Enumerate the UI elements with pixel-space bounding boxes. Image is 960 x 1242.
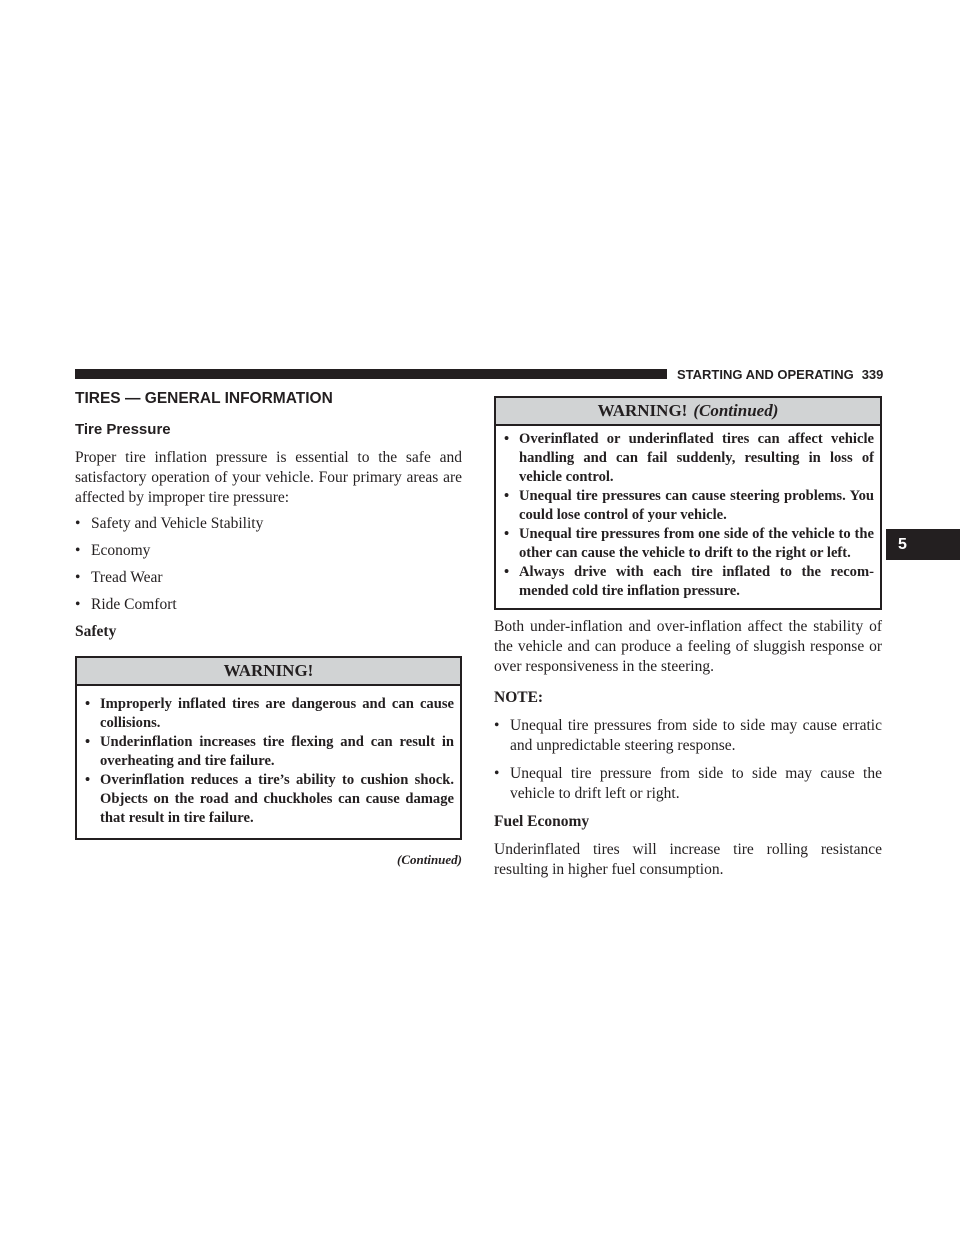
- note-item: • Unequal tire pressure from side to side may cause the vehicle to drift left or right.: [494, 764, 882, 804]
- warning-title: [77, 658, 460, 686]
- warning-box-continued: [494, 396, 882, 610]
- list-item: • Safety and Vehicle Stability: [75, 514, 462, 534]
- warning-item: • Overinflation reduces a tire’s ability to cushion shock. Objects on the road and chuckholes can cause damage that result in tire failure.: [85, 771, 454, 828]
- warning-item: • Underinflation increases tire flexing and can result in overheating and tire failure.: [85, 733, 454, 771]
- fuel-economy-heading: Fuel Economy: [494, 813, 590, 830]
- chapter-tab: 5: [886, 529, 960, 560]
- list-item: • Ride Comfort: [75, 595, 462, 615]
- safety-heading: Safety: [75, 623, 117, 640]
- warning-body: [77, 686, 460, 838]
- warning-item: • Improperly inflated tires are dangerous and can cause collisions.: [85, 695, 454, 733]
- warning-item: • Unequal tire pressures from one side of the vehicle to the other can cause the vehicle to drift to the right or left.: [504, 525, 874, 563]
- continued-label: (Continued): [396, 852, 462, 867]
- section-title: STARTING AND OPERATING: [677, 367, 854, 382]
- warning-body: [496, 426, 880, 608]
- subsection-heading: Tire Pressure: [75, 421, 171, 438]
- warning-item: • Overinflated or underinflated tires can affect vehicle handling and can fail suddenly, resulting in loss of vehicle control.: [504, 430, 874, 487]
- warning-title: [496, 398, 880, 426]
- header-rule: [75, 369, 667, 379]
- warning-item: • Always drive with each tire inflated to the recom-mended cold tire inflation pressure.: [504, 563, 874, 601]
- right-column: [494, 396, 882, 880]
- warning-list: [504, 430, 874, 601]
- warning-title-text: WARNING!: [223, 661, 314, 680]
- warning-title-text: WARNING!: [597, 401, 688, 420]
- left-column: [75, 388, 462, 869]
- notes-list: [494, 716, 882, 804]
- warning-title-continued: (Continued): [693, 401, 779, 420]
- stability-paragraph: Both under-inflation and over-inflation affect the stability of the vehicle and can produce a feeling of sluggish response or over responsiveness in the steering.: [494, 618, 882, 675]
- page-number: 339: [861, 367, 884, 382]
- list-item: • Tread Wear: [75, 568, 462, 588]
- warning-box: [75, 656, 462, 840]
- warning-item: • Unequal tire pressures can cause steering problems. You could lose control of your vehicle.: [504, 487, 874, 525]
- list-item: • Economy: [75, 541, 462, 561]
- section-heading: TIRES — GENERAL INFORMATION: [75, 390, 333, 407]
- intro-paragraph: Proper tire inflation pressure is essential to the safe and satisfactory operation of your vehicle. Four primary areas are affected by improper tire pressure:: [75, 449, 462, 506]
- affected-areas-list: [75, 514, 462, 615]
- note-heading: NOTE:: [494, 689, 544, 706]
- fuel-economy-paragraph: Underinflated tires will increase tire rolling resistance resulting in higher fuel consumption.: [494, 841, 882, 878]
- running-header: [677, 366, 887, 384]
- warning-list: [85, 695, 454, 828]
- note-item: • Unequal tire pressures from side to side may cause erratic and unpredictable steering response.: [494, 716, 882, 756]
